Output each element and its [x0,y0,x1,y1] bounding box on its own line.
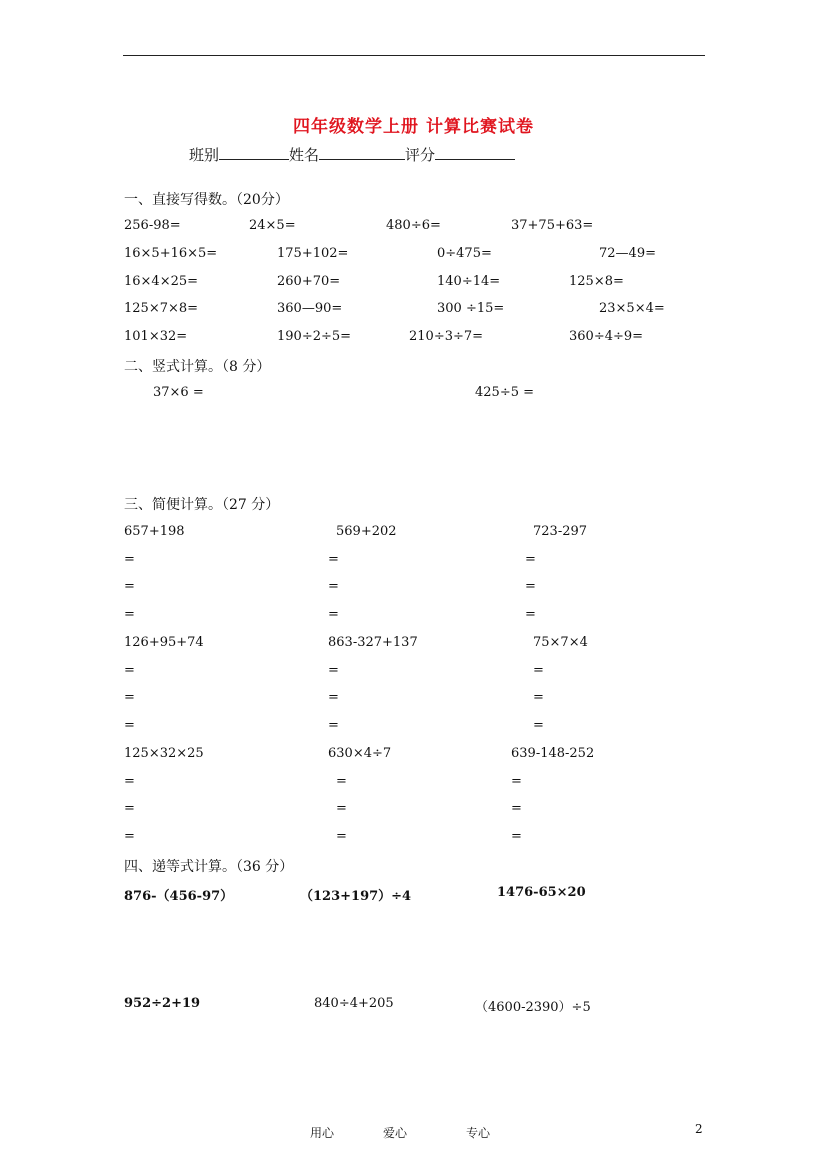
equals-sign: = [533,690,544,705]
problem: （123+197）÷4 [300,889,412,904]
problem: 300 ÷15= [437,301,505,316]
problem: 125×32×25 [124,746,204,761]
equals-sign: = [328,663,339,678]
problem: 863-327+137 [328,635,418,650]
equals-sign: = [124,579,135,594]
name-label: 姓名 [289,146,320,164]
equals-sign: = [124,801,135,816]
problem: 256-98= [124,218,181,233]
page-title: 四年级数学上册 计算比赛试卷 [293,117,534,137]
problem: 37×6 = [153,385,204,400]
score-label: 评分 [405,146,436,164]
problem: 24×5= [249,218,296,233]
equals-sign: = [336,774,347,789]
header-rule [123,55,705,56]
name-blank [319,145,405,160]
section1-heading: 一、直接写得数。（20分） [124,192,289,208]
problem: 425÷5 = [475,385,535,400]
equals-sign: = [124,774,135,789]
problem: 360—90= [277,301,343,316]
problem: 16×5+16×5= [124,246,218,261]
equals-sign: = [533,663,544,678]
section3-heading: 三、简便计算。（27 分） [124,497,280,513]
problem: 657+198 [124,524,185,539]
problem: 723-297 [533,524,588,539]
page-number: 2 [695,1122,703,1136]
problem: 190÷2÷5= [277,329,352,344]
problem: （4600-2390）÷5 [475,1000,591,1015]
equals-sign: = [511,801,522,816]
equals-sign: = [124,690,135,705]
problem: 569+202 [336,524,397,539]
equals-sign: = [511,829,522,844]
problem: 840÷4+205 [314,996,394,1011]
footer-item: 爱心 [383,1126,408,1140]
equals-sign: = [328,607,339,622]
equals-sign: = [511,774,522,789]
problem: 101×32= [124,329,188,344]
equals-sign: = [124,607,135,622]
problem: 630×4÷7 [328,746,392,761]
equals-sign: = [328,690,339,705]
equals-sign: = [328,718,339,733]
problem: 37+75+63= [511,218,594,233]
problem: 952÷2+19 [124,996,201,1011]
class-blank [219,145,289,160]
problem: 23×5×4= [599,301,665,316]
problem: 639-148-252 [511,746,595,761]
student-info [189,144,515,165]
equals-sign: = [525,579,536,594]
footer-item: 用心 [310,1126,335,1140]
equals-sign: = [336,829,347,844]
equals-sign: = [525,607,536,622]
problem: 16×4×25= [124,274,199,289]
equals-sign: = [525,552,536,567]
problem: 126+95+74 [124,635,204,650]
section4-heading: 四、递等式计算。（36 分） [124,859,294,875]
class-label: 班别 [189,146,220,164]
equals-sign: = [124,829,135,844]
problem: 1476-65×20 [497,885,586,900]
problem: 140÷14= [437,274,501,289]
equals-sign: = [336,801,347,816]
equals-sign: = [328,552,339,567]
problem: 0÷475= [437,246,492,261]
score-blank [435,145,515,160]
section2-heading: 二、竖式计算。（8 分） [124,359,271,375]
problem: 75×7×4 [533,635,588,650]
footer-item: 专心 [466,1126,491,1140]
equals-sign: = [124,718,135,733]
equals-sign: = [328,579,339,594]
problem: 125×7×8= [124,301,199,316]
equals-sign: = [124,663,135,678]
problem: 175+102= [277,246,349,261]
problem: 360÷4÷9= [569,329,644,344]
equals-sign: = [533,718,544,733]
problem: 480÷6= [386,218,441,233]
problem: 210÷3÷7= [409,329,484,344]
problem: 125×8= [569,274,624,289]
problem: 72—49= [599,246,656,261]
problem: 260+70= [277,274,341,289]
equals-sign: = [124,552,135,567]
problem: 876-（456-97） [124,889,234,904]
